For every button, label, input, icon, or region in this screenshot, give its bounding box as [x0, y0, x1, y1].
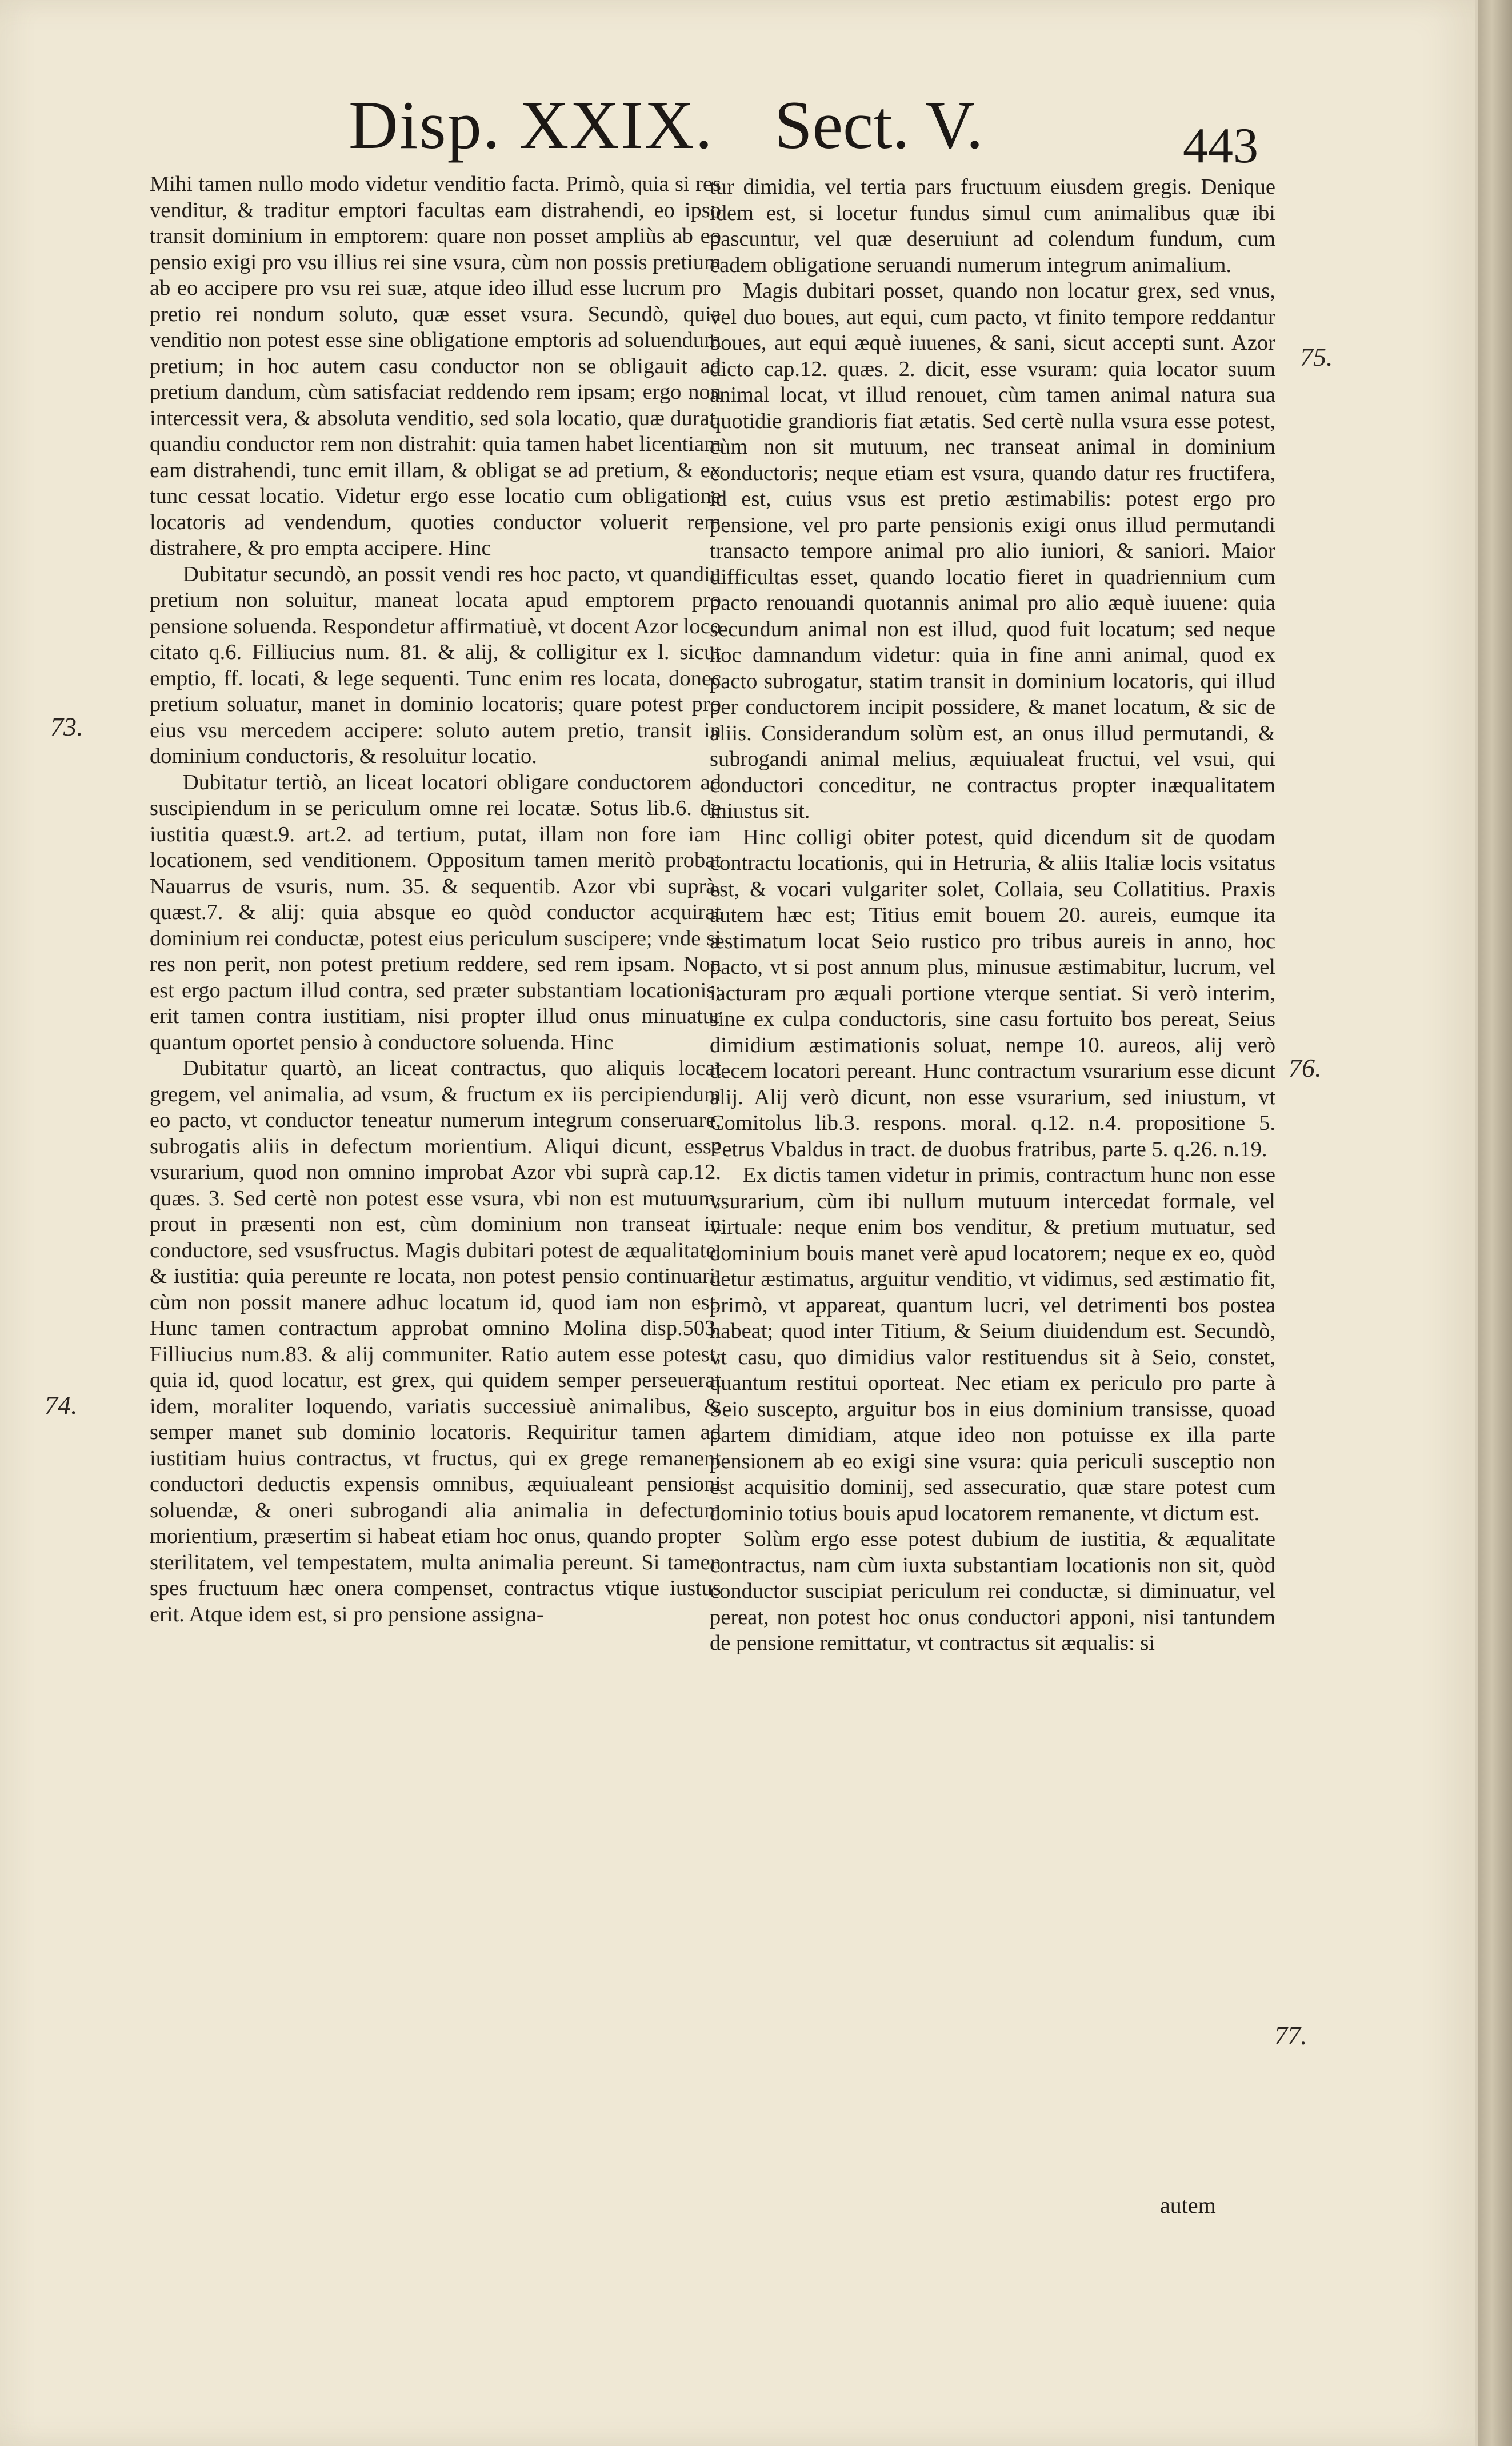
paragraph: Mihi tamen nullo modo videtur venditio facta. Primò, quia si res venditur, & traditur emptori facultas eam distrahendi, eo ipso transit dominium in emptorem: quare non posset ampliùs ab eo pensio exigi pro vsu illius rei sine vsura, cùm non possis pretium ab eo accipere pro vsu rei suæ, atque ideo illud esse lucrum pro pretio rei nondum soluto, quæ esset vsura. Secundò, quia venditio non potest esse sine obligatione emptoris ad soluendum pretium; in hoc autem casu conductor non se obligauit ad pretium dandum, cùm satisfaciat reddendo rem ipsam; ergo non intercessit vera, & absoluta venditio, sed sola locatio, quæ durat, quandiu conductor rem non distrahit: quia tamen habet licentiam eam distrahendi, tunc emit illam, & obligat se ad pretium, & ex tunc cessat locatio. Videtur ergo esse locatio cum obligatione locatoris ad vendendum, quoties conductor voluerit rem distrahere, & pro empta accipere. Hinc: [150, 172, 721, 560]
paragraph: Dubitatur quartò, an liceat contractus, quo aliquis locat gregem, vel animalia, ad vsum, & fructum ex iis percipiendum eo pacto, vt conductor teneatur numerum integrum conseruare, subrogatis aliis in defectum morientium. Aliqui dicunt, esse vsurarium, quod non omnino improbat Azor vbi suprà cap.12. quæs. 3. Sed certè non potest esse vsura, vbi non est mutuum, prout in præsenti non est, cùm dominium non transeat in conductore, sed vsusfructus. Magis dubitari potest de æqualitate, & iustitia: quia pereunte re locata, non potest pensio continuari, cùm non possit manere adhuc locatum id, quod iam non est. Hunc tamen contractum approbat omnino Molina disp.503. Filliucius num.83. & alij communiter. Ratio autem esse potest, quia id, quod locatur, est grex, qui quidem semper perseuerat idem, moraliter loquendo, variatis successiuè animalibus, & semper manet sub dominio locatoris. Requiritur tamen ad iustitiam huius contractus, vt fructus, qui ex grege remanent conductori deductis expensis omnibus, æquiualeant pensioni soluendæ, & oneri subrogandi alia animalia in defectum morientium, præsertim si habeat etiam hoc onus, quando propter sterilitatem, vel tempestatem, multa animalia pereunt. Si tamen spes fructuum hæc onera compenset, contractus vtique iustus erit. Atque idem est, si pro pensione assigna-: [150, 1056, 721, 1626]
margin-number: 75.: [1300, 342, 1333, 371]
running-head-disputation: Disp. XXIX.: [349, 87, 714, 163]
margin-number: 76.: [1289, 1053, 1322, 1082]
paragraph: Magis dubitari posset, quando non locatur grex, sed vnus, vel duo boues, aut equi, cum pacto, vt finito tempore reddantur boues, aut equi æquè iuuenes, & sani, sicut accepti sunt. Azor dicto cap.12. quæs. 2. dicit, esse vsuram: quia locator suum animal locat, vt illud renouet, cùm tamen animal natura sua quotidie grandioris fiat ætatis. Sed certè nulla vsura esse potest, cùm non sit mutuum, nec transeat animal in dominium conductoris; neque etiam est vsura, quando datur res fructifera, id est, cuius vsus est pretio æstimabilis: potest ergo pro pensione, vel pro parte pensionis exigi onus illud permutandi transacto tempore animal pro alio iuniori, & saniori. Maior difficultas esset, quando locatio fieret in quadriennium cum pacto renouandi quotannis animal pro alio æquè iuuene: quia secundum animal non est illud, quod fuit locatum; sed neque hoc damnandum videtur: quia in fine anni animal, quod ex pacto subrogatur, statim transit in dominium locatoris, qui illud per conductorem incipit possidere, & manet locatum, & sic de aliis. Considerandum solùm est, an onus illud permutandi, & subrogandi animal melius, æquiualeat fructui, vel vsui, qui conductori conceditur, ne contractus propter inæqualitatem iniustus sit.: [710, 279, 1275, 823]
margin-number: 74.: [45, 1390, 78, 1420]
left-column: [150, 171, 721, 1628]
catchword: autem: [1160, 2192, 1216, 2218]
paragraph: Solùm ergo esse potest dubium de iustitia, & æqualitate contractus, nam cùm iuxta substantiam locationis non sit, quòd conductor suscipiat periculum rei conductæ, si diminuatur, vel pereat, non potest hoc onus conductori apponi, nisi tantundem de pensione remittatur, vt contractus sit æqualis: si: [710, 1527, 1275, 1655]
margin-number: 73.: [50, 712, 83, 741]
margin-number: 77.: [1274, 2021, 1307, 2050]
page-edge: [1478, 0, 1512, 2446]
paragraph: Dubitatur tertiò, an liceat locatori obligare conductorem ad suscipiendum in se periculum omne rei locatæ. Sotus lib.6. de iustitia quæst.9. art.2. ad tertium, putat, illam non fore iam locationem, sed venditionem. Oppositum tamen meritò probat Nauarrus de vsuris, num. 35. & sequentib. Azor vbi suprà, quæst.7. & alij: quia absque eo quòd conductor acquirat dominium rei conductæ, potest eius periculum suscipere; vnde si res non perit, non potest pretium reddere, sed rem ipsam. Non est ergo pactum illud contra, sed præter substantiam locationis; erit tamen contra iustitiam, nisi propter illud onus minuatur quantum oportet pensio à conductore soluenda. Hinc: [150, 770, 721, 1054]
paragraph: Hinc colligi obiter potest, quid dicendum sit de quodam contractu locationis, qui in Hetruria, & aliis Italiæ locis vsitatus est, & vocari vulgariter solet, Collaia, seu Collatitius. Praxis autem hæc est; Titius emit bouem 20. aureis, eumque ita æstimatum locat Seio rustico pro tribus aureis in anno, hoc pacto, vt si post annum plus, minusue æstimabitur, lucrum, vel iacturam pro æquali portione vterque sentiat. Si verò interim, sine ex culpa conductoris, sine casu fortuito bos pereat, Seius dimidium æstimationis soluat, nempe 10. aureos, alij verò decem locatori pereant. Hunc contractum vsurarium esse dicunt alij. Alij verò dicunt, non esse vsurarium, sed iniustum, vt Comitolus lib.3. respons. moral. q.12. n.4. propositione 5. Petrus Vbaldus in tract. de duobus fratribus, parte 5. q.26. n.19.: [710, 825, 1275, 1161]
page-number: 443: [1183, 118, 1258, 174]
paragraph: Dubitatur secundò, an possit vendi res hoc pacto, vt quandiu pretium non soluitur, maneat locata apud emptorem pro pensione soluenda. Respondetur affirmatiuè, vt docent Azor loco citato q.6. Filliucius num. 81. & alij, & colligitur ex l. sicut emptio, ff. locati, & lege sequenti. Tunc enim res locata, donec pretium soluatur, manet in dominio locatoris; quare potest pro eius vsu mercedem accipere: soluto autem pretio, transit in dominium conductoris, & resoluitur locatio.: [150, 562, 721, 768]
right-column: [710, 174, 1275, 1657]
running-head-section: Sect. V.: [774, 87, 983, 163]
paragraph: tur dimidia, vel tertia pars fructuum eiusdem gregis. Denique idem est, si locetur fundus simul cum animalibus quæ ibi pascuntur, vel quæ deseruiunt ad colendum fundum, cum eadem obligatione seruandi numerum integrum animalium.: [710, 175, 1275, 277]
paragraph: Ex dictis tamen videtur in primis, contractum hunc non esse vsurarium, cùm ibi nullum mutuum intercedat formale, vel virtuale: neque enim bos venditur, & pretium mutuatur, sed dominium bouis manet verè apud locatorem; neque ex eo, quòd detur æstimatus, arguitur venditio, vt vidimus, sed æstimatio fit, primò, vt appareat, quantum lucri, vel detrimenti bos postea habeat; quod inter Titium, & Seium diuidendum est. Secundò, vt casu, quo dimidius valor restituendus sit à Seio, constet, quantum restitui oporteat. Nec etiam ex periculo pro parte à Seio suscepto, arguitur bos in eius dominium transisse, quoad partem dimidiam, atque ideo non potuisse ex illa parte pensionem ab eo exigi sine vsura: quia periculi susceptio non est acquisitio dominij, sed assecuratio, quæ stare potest cum dominio totius bouis apud locatorem remanente, vt dictum est.: [710, 1163, 1275, 1525]
